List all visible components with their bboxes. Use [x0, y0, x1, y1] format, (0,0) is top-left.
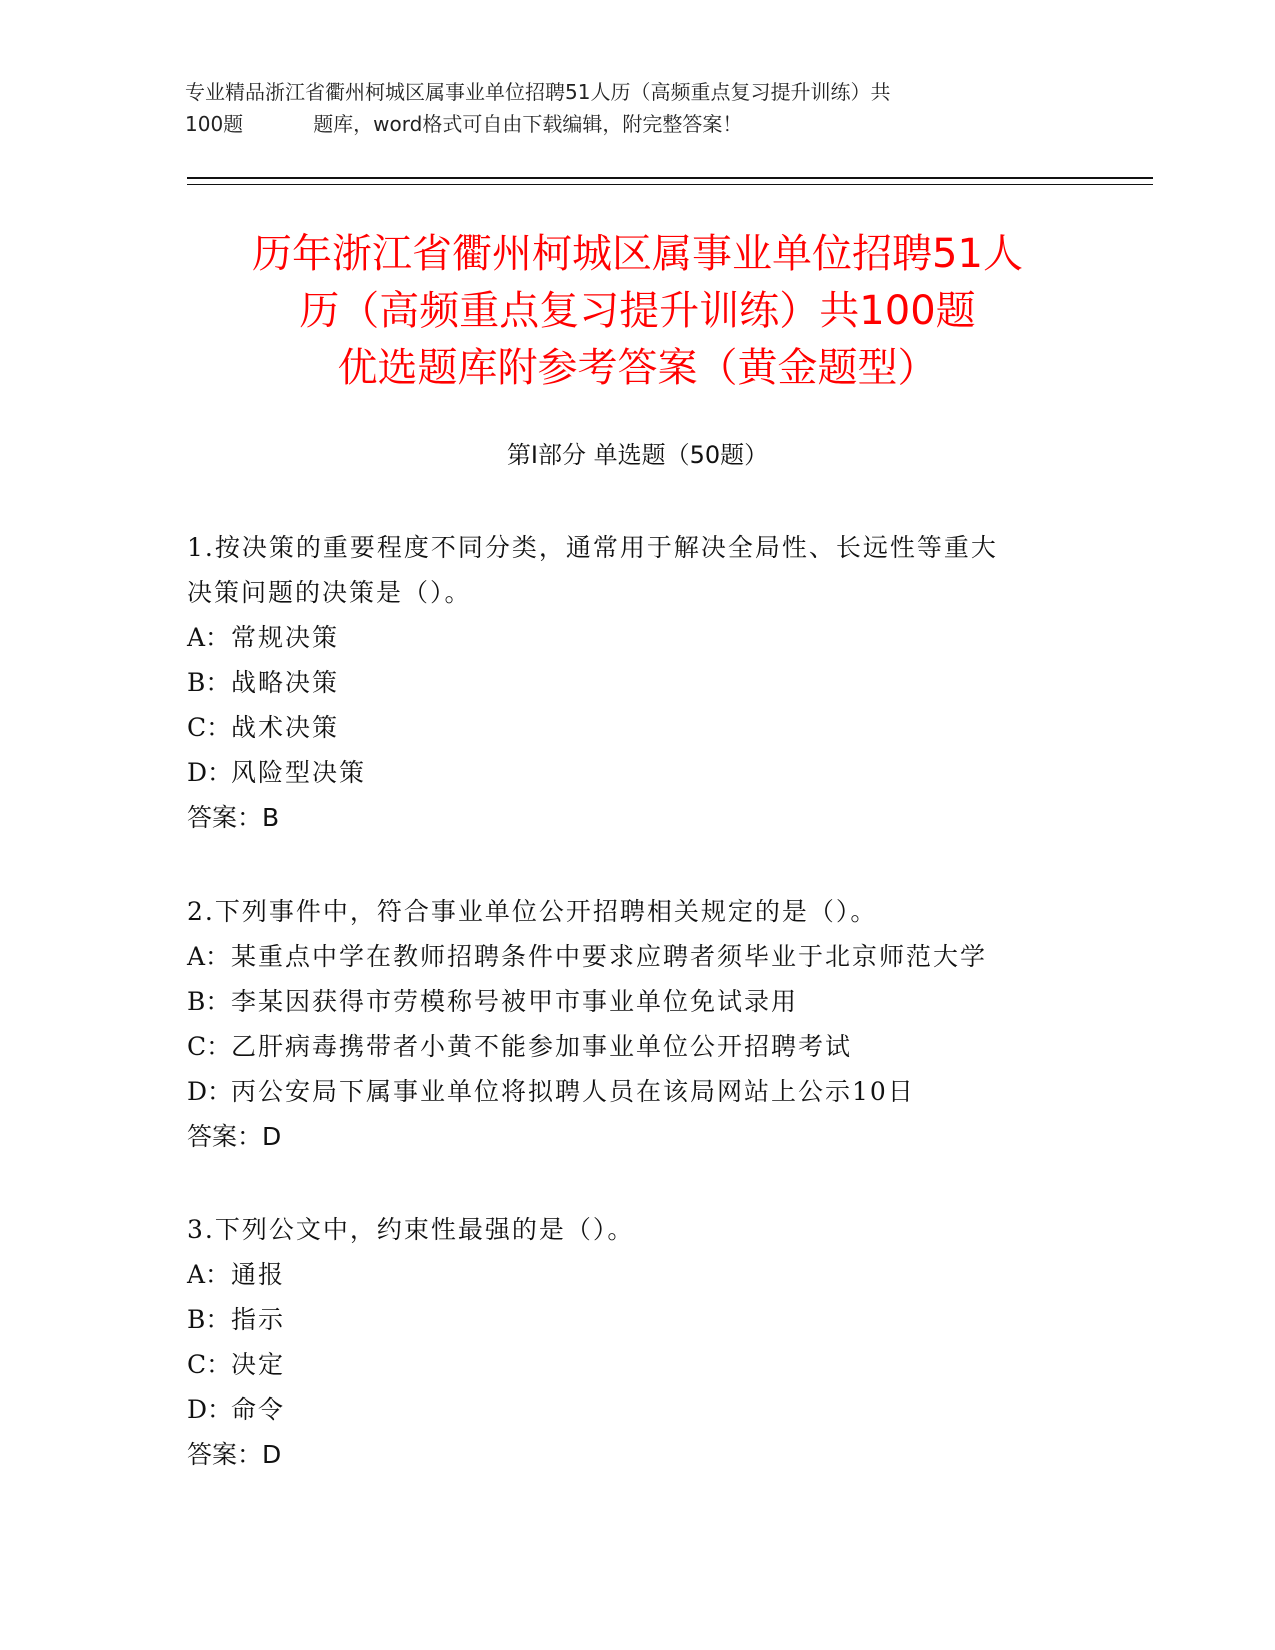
header-line-1: 专业精品浙江省衢州柯城区属事业单位招聘51人历（高频重点复习提升训练）共: [185, 80, 891, 104]
option-key: D：: [187, 758, 233, 787]
option-b: [187, 660, 1087, 705]
answer-line: 答案：B: [187, 803, 280, 832]
question-text-line: 3.下列公文中，约束性最强的是（）。: [187, 1215, 635, 1244]
option-text: 常规决策: [231, 623, 340, 652]
option-key: D：: [187, 1395, 233, 1424]
page-header: [185, 76, 1085, 140]
header-divider-thin: [187, 184, 1153, 185]
header-line-2-right: 题库，word格式可自由下载编辑，附完整答案！: [313, 112, 743, 136]
option-key: D：: [187, 1077, 233, 1106]
option-text: 风险型决策: [231, 758, 367, 787]
option-c: [187, 1024, 1087, 1069]
option-text: 决定: [231, 1350, 286, 1379]
option-b: [187, 1297, 1087, 1342]
option-key: B：: [187, 668, 231, 697]
title-line-1: 历年浙江省衢州柯城区属事业单位招聘51人: [252, 231, 1023, 277]
question-3: [187, 1207, 1087, 1477]
option-d: [187, 1069, 1087, 1114]
option-key: C：: [187, 1032, 232, 1061]
option-key: C：: [187, 1350, 232, 1379]
option-text: 某重点中学在教师招聘条件中要求应聘者须毕业于北京师范大学: [231, 942, 988, 971]
option-d: [187, 1387, 1087, 1432]
option-text: 丙公安局下属事业单位将拟聘人员在该局网站上公示10日: [231, 1077, 915, 1106]
header-line-2: [185, 108, 1085, 140]
question-text-line: 决策问题的决策是（）。: [187, 578, 472, 607]
option-key: C：: [187, 713, 232, 742]
option-c: [187, 705, 1087, 750]
option-a: [187, 615, 1087, 660]
question-text-line: 2.下列事件中，符合事业单位公开招聘相关规定的是（）。: [187, 897, 878, 926]
document-title: [150, 226, 1125, 397]
option-key: B：: [187, 1305, 231, 1334]
option-text: 战略决策: [231, 668, 340, 697]
question-2: [187, 889, 1087, 1159]
title-line-3: 优选题库附参考答案（黄金题型）: [337, 345, 938, 391]
question-1: [187, 525, 1087, 840]
header-divider-thick: [187, 177, 1153, 179]
title-line-2: 历（高频重点复习提升训练）共100题: [299, 288, 976, 334]
answer-line: 答案：D: [187, 1122, 282, 1151]
option-text: 指示: [231, 1305, 286, 1334]
option-text: 李某因获得市劳模称号被甲市事业单位免试录用: [231, 987, 799, 1016]
option-key: A：: [187, 623, 231, 652]
option-text: 乙肝病毒携带者小黄不能参加事业单位公开招聘考试: [231, 1032, 853, 1061]
option-key: A：: [187, 942, 231, 971]
option-b: [187, 979, 1087, 1024]
option-text: 战术决策: [231, 713, 340, 742]
option-a: [187, 1252, 1087, 1297]
option-a: [187, 934, 1087, 979]
option-d: [187, 750, 1087, 795]
section-title: 第Ⅰ部分 单选题（50题）: [506, 441, 769, 469]
question-text-line: 1.按决策的重要程度不同分类，通常用于解决全局性、长远性等重大: [187, 533, 998, 562]
option-c: [187, 1342, 1087, 1387]
option-text: 通报: [231, 1260, 286, 1289]
option-text: 命令: [231, 1395, 286, 1424]
option-key: A：: [187, 1260, 231, 1289]
header-line-2-left: 100题: [185, 112, 244, 136]
answer-line: 答案：D: [187, 1440, 282, 1469]
option-key: B：: [187, 987, 231, 1016]
